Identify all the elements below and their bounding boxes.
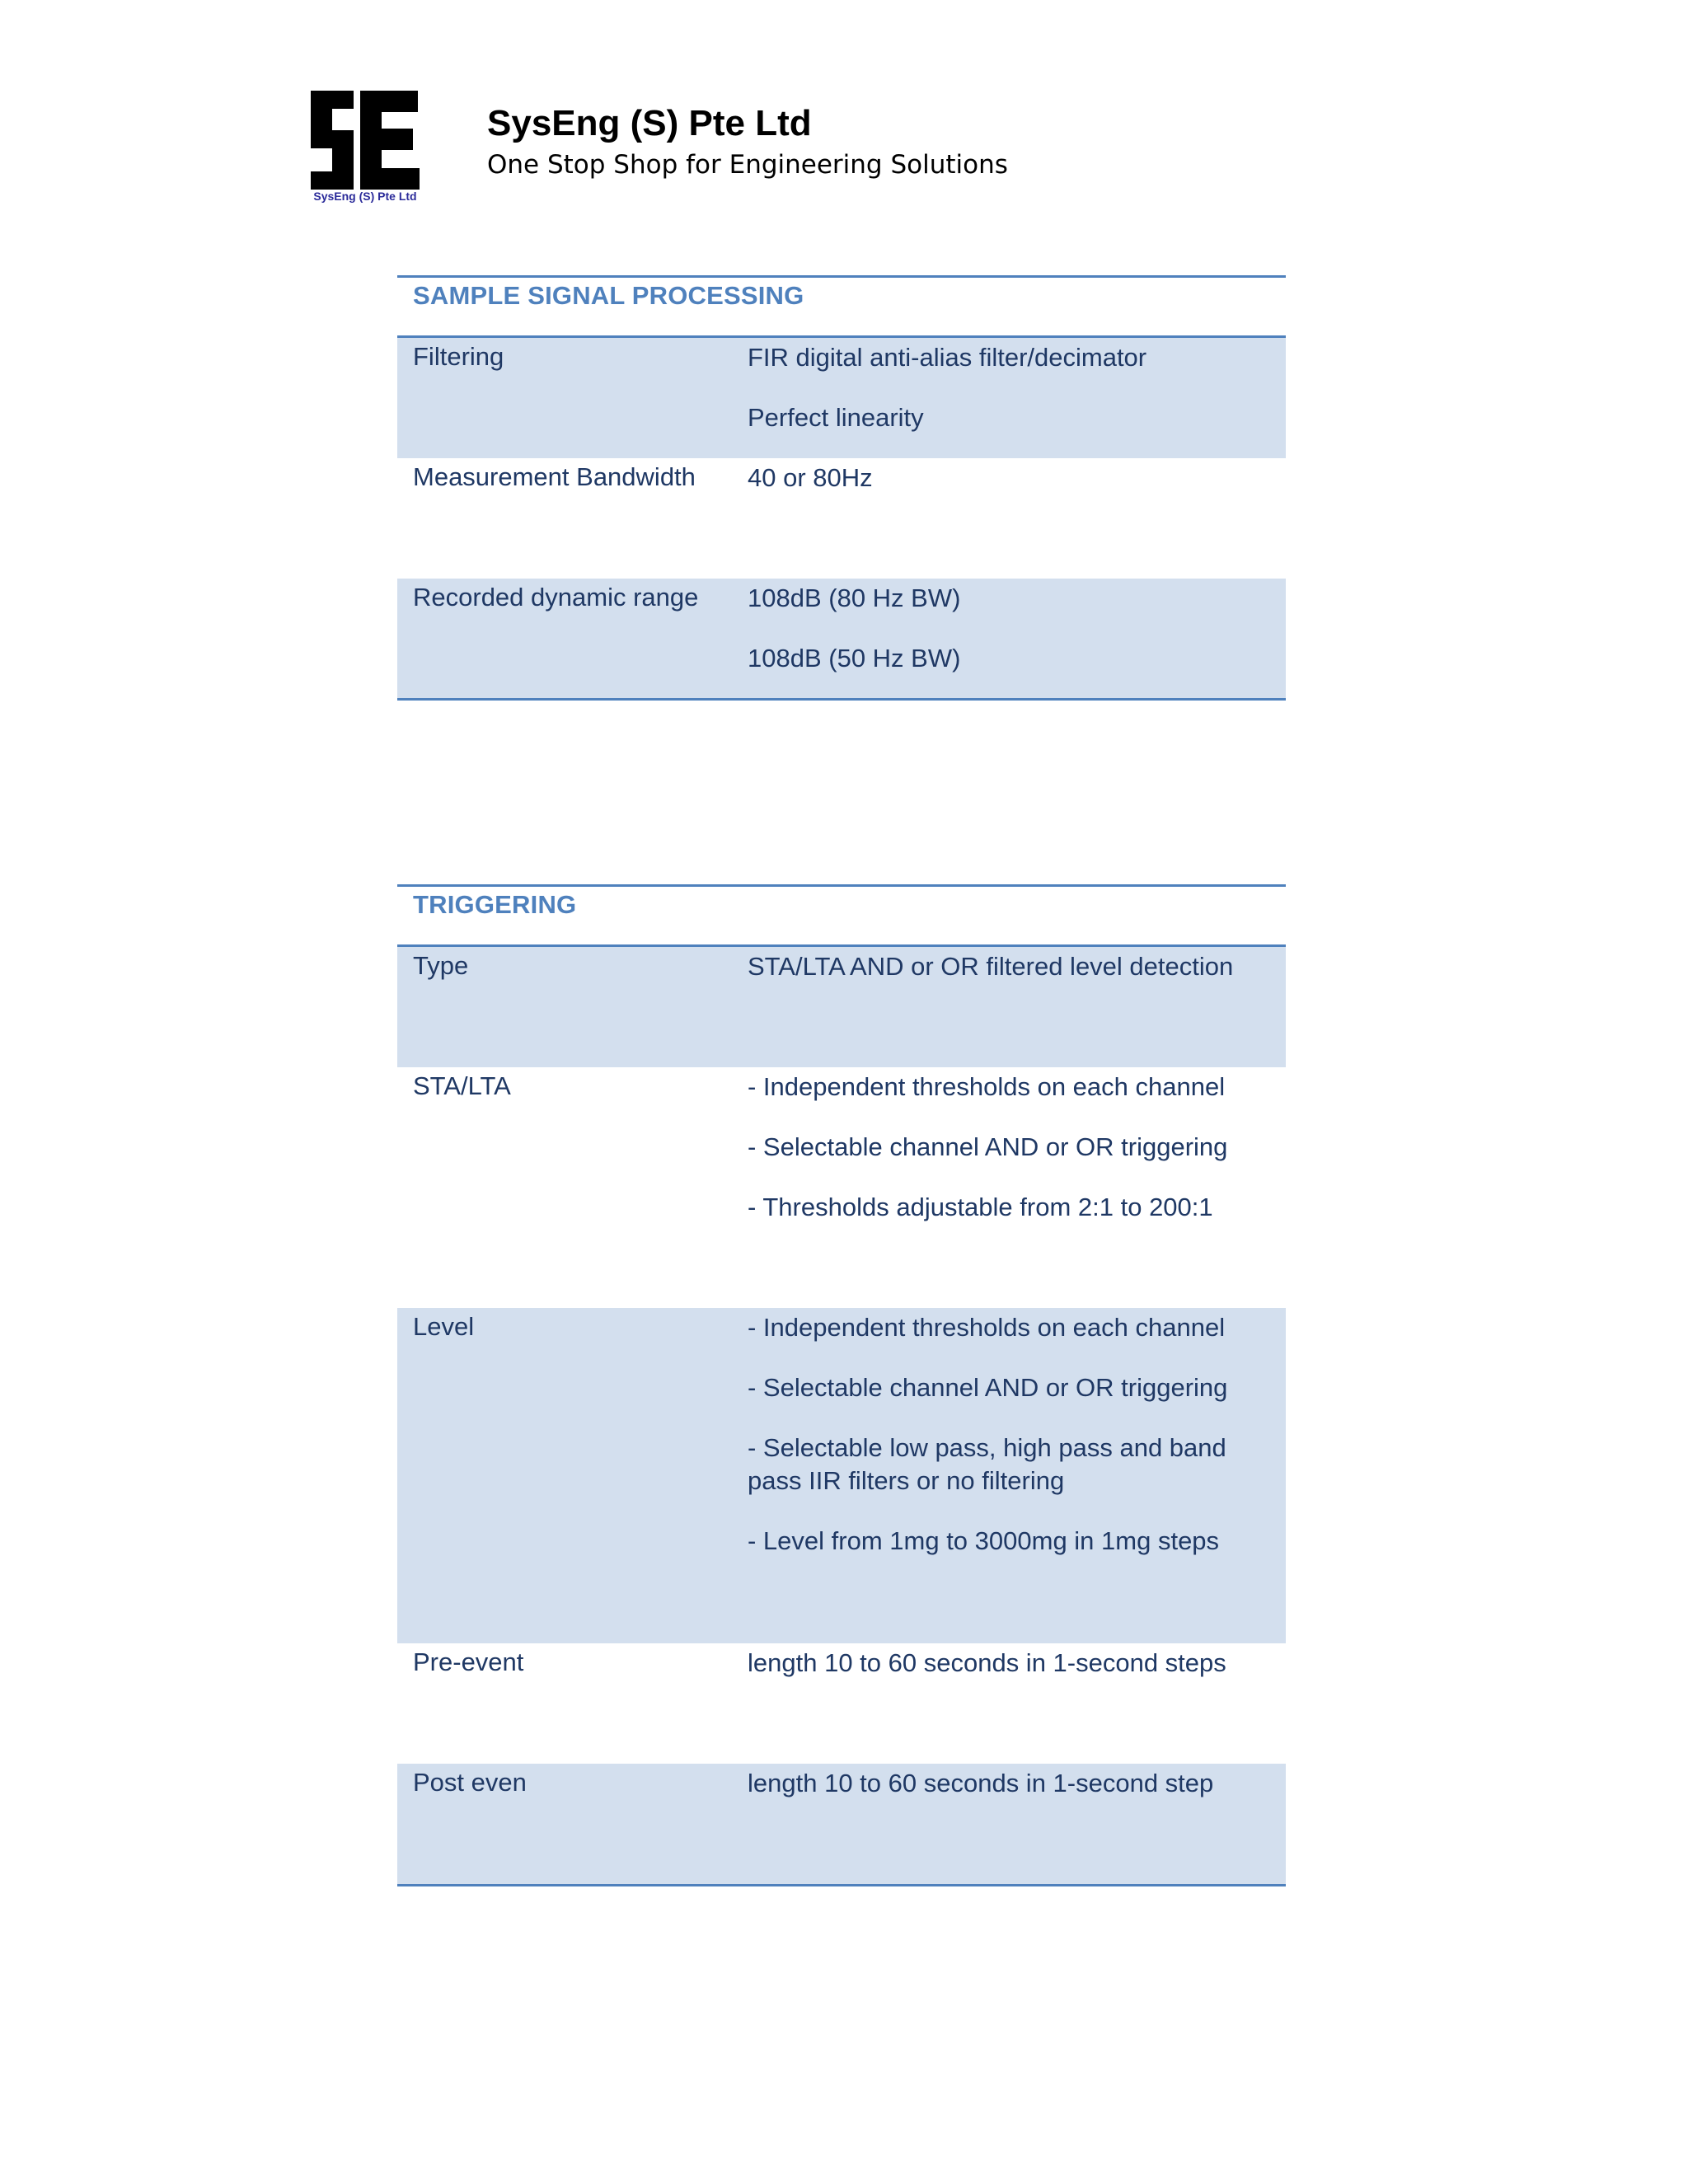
table-row <box>397 579 1286 698</box>
row-value: - Level from 1mg to 3000mg in 1mg steps <box>748 1526 1220 1555</box>
table-row <box>397 1764 1286 1884</box>
row-value: length 10 to 60 seconds in 1-second steps <box>748 1648 1226 1677</box>
company-logo-mark <box>311 91 420 190</box>
row-value: STA/LTA AND or OR filtered level detection <box>748 952 1234 981</box>
row-values <box>748 950 1286 1067</box>
row-label: Type <box>413 951 469 980</box>
table-row <box>397 458 1286 579</box>
row-label: Level <box>413 1312 475 1341</box>
row-value: length 10 to 60 seconds in 1-second step <box>748 1769 1214 1797</box>
table-row <box>397 1643 1286 1764</box>
spec-table-sample-signal-processing <box>397 275 1286 701</box>
row-value: - Selectable channel AND or OR triggering <box>748 1373 1228 1402</box>
row-label: STA/LTA <box>413 1071 511 1100</box>
section-body <box>397 335 1286 701</box>
row-value: 40 or 80Hz <box>748 463 873 492</box>
company-logo <box>311 91 420 206</box>
row-value: - Independent thresholds on each channel <box>748 1072 1226 1101</box>
spec-table-triggering <box>397 884 1286 1886</box>
row-label: Measurement Bandwidth <box>413 462 696 491</box>
row-value: - Thresholds adjustable from 2:1 to 200:1 <box>748 1193 1213 1221</box>
table-row <box>397 947 1286 1067</box>
row-value: - Independent thresholds on each channel <box>748 1313 1226 1342</box>
row-values <box>748 582 1286 698</box>
section-header <box>397 275 1286 335</box>
row-values <box>748 341 1286 458</box>
row-label: Post even <box>413 1768 527 1797</box>
row-value: FIR digital anti-alias filter/decimator <box>748 343 1147 372</box>
row-value: 108dB (80 Hz BW) <box>748 583 961 612</box>
section-body <box>397 944 1286 1886</box>
row-values <box>748 1647 1286 1764</box>
row-value: Perfect linearity <box>748 403 924 432</box>
logo-caption: SysEng (S) Pte Ltd <box>313 190 417 203</box>
row-values <box>748 1767 1286 1884</box>
row-value: 108dB (50 Hz BW) <box>748 644 961 673</box>
row-label: Pre-event <box>413 1647 524 1676</box>
company-tagline: One Stop Shop for Engineering Solutions <box>487 150 1008 180</box>
table-row <box>397 1067 1286 1308</box>
row-values <box>748 1311 1286 1643</box>
company-name: SysEng (S) Pte Ltd <box>487 103 812 143</box>
row-values <box>748 462 1286 579</box>
table-row <box>397 1308 1286 1643</box>
row-label: Filtering <box>413 342 504 371</box>
section-title: SAMPLE SIGNAL PROCESSING <box>413 281 804 310</box>
section-header <box>397 884 1286 944</box>
row-value: - Selectable channel AND or OR triggering <box>748 1132 1228 1161</box>
table-row <box>397 338 1286 458</box>
row-values <box>748 1071 1286 1308</box>
row-value: - Selectable low pass, high pass and band pass IIR filters or no filtering <box>748 1433 1226 1495</box>
row-label: Recorded dynamic range <box>413 583 699 612</box>
section-title: TRIGGERING <box>413 890 577 919</box>
